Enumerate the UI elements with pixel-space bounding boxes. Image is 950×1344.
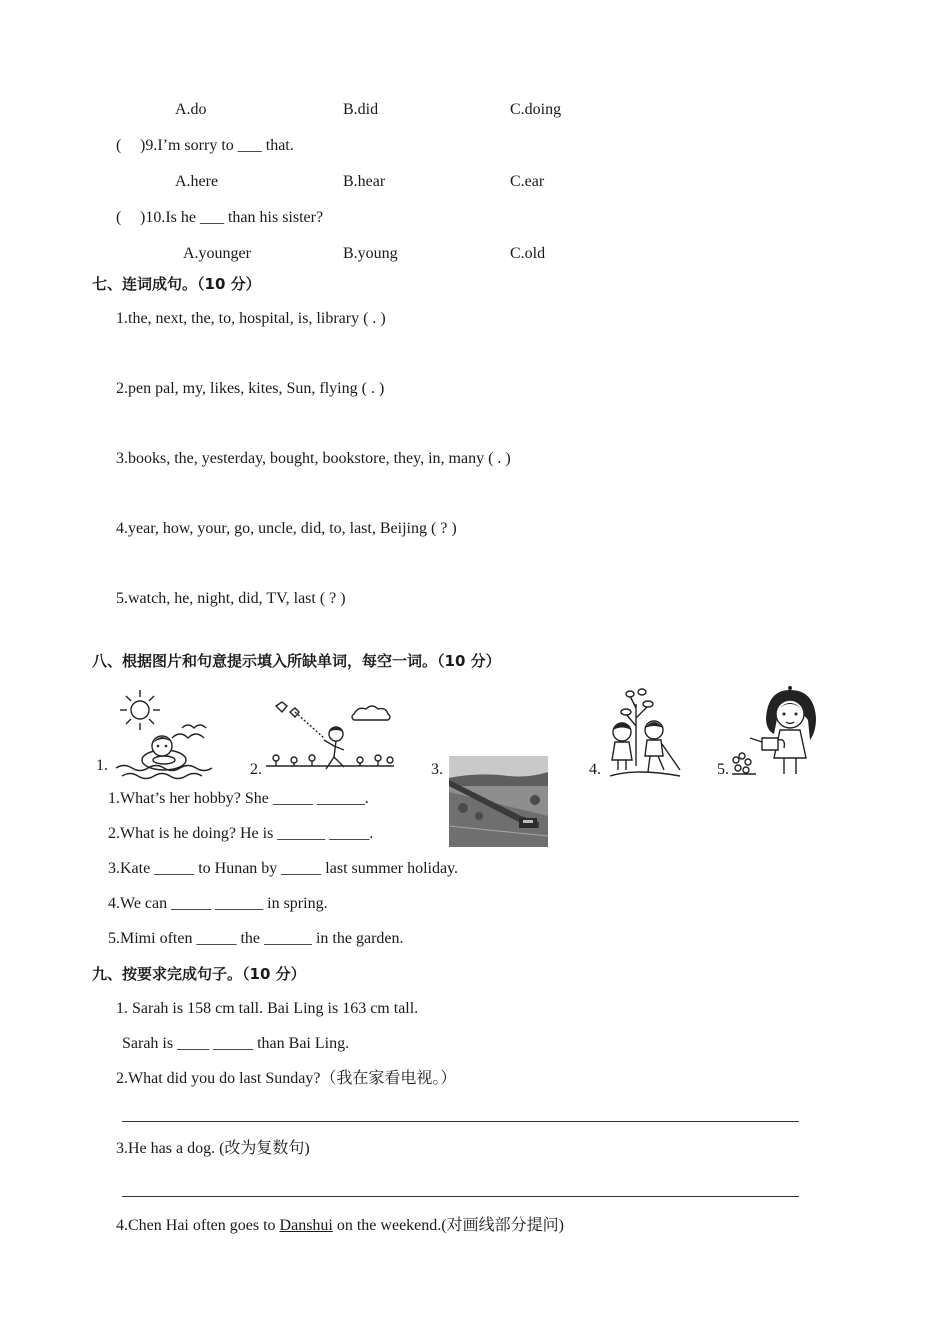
- section7-item-4: 4.year, how, your, go, uncle, did, to, last, Beijing ( ? ): [116, 520, 457, 537]
- kite-flying-boy-illustration: [262, 696, 398, 782]
- section9-q2: 2.What did you do last Sunday?（我在家看电视。）: [116, 1070, 457, 1087]
- q9-option-c: C.ear: [510, 173, 545, 190]
- section9-q4-before: 4.Chen Hai often goes to: [116, 1217, 280, 1234]
- section7-item-2: 2.pen pal, my, likes, kites, Sun, flying ( . ): [116, 380, 385, 397]
- section7-item-5: 5.watch, he, night, did, TV, last ( ? ): [116, 590, 346, 607]
- train-photo: [449, 756, 548, 847]
- q10-option-b: B.young: [343, 245, 398, 262]
- section9-q1-line1: 1. Sarah is 158 cm tall. Bai Ling is 163 cm tall.: [116, 1000, 419, 1017]
- q8-option-c: C.doing: [510, 101, 562, 118]
- section9-title: 九、按要求完成句子。（10 分）: [92, 965, 306, 983]
- section9-q4-underlined: Danshui: [279, 1217, 333, 1234]
- q9-stem: )9.I’m sorry to ___ that.: [140, 137, 294, 154]
- section9-q4-after: on the weekend.(对画线部分提问): [332, 1217, 564, 1234]
- section7-item-1: 1.the, next, the, to, hospital, is, library ( . ): [116, 310, 386, 327]
- picture-number-5: 5.: [717, 761, 729, 778]
- swimming-girl-illustration: [112, 688, 222, 780]
- picture-number-1: 1.: [96, 757, 108, 774]
- q10-option-a: A.younger: [183, 245, 251, 262]
- section9-q1-line2: Sarah is ____ _____ than Bai Ling.: [122, 1035, 350, 1052]
- section9-q4: [116, 1216, 564, 1236]
- q8-option-a: A.do: [175, 101, 207, 118]
- q8-option-b: B.did: [343, 101, 379, 118]
- picture-number-4: 4.: [589, 761, 601, 778]
- section9-q3: 3.He has a dog. (改为复数句): [116, 1140, 310, 1157]
- section8-item-4: 4.We can _____ ______ in spring.: [108, 895, 328, 912]
- answer-line-q3: [122, 1196, 799, 1197]
- section8-item-3: 3.Kate _____ to Hunan by _____ last summer holiday.: [108, 860, 459, 877]
- q10-stem: )10.Is he ___ than his sister?: [140, 209, 324, 226]
- q9-option-b: B.hear: [343, 173, 386, 190]
- section8-item-2: 2.What is he doing? He is ______ _____.: [108, 825, 374, 842]
- watering-flowers-illustration: [728, 684, 824, 780]
- section8-item-5: 5.Mimi often _____ the ______ in the garden.: [108, 930, 404, 947]
- q10-option-c: C.old: [510, 245, 546, 262]
- q9-paren: (: [116, 137, 122, 154]
- section8-title: 八、根据图片和句意提示填入所缺单词，每空一词。（10 分）: [92, 652, 501, 670]
- section8-item-1: 1.What’s her hobby? She _____ ______.: [108, 790, 369, 807]
- planting-trees-illustration: [600, 686, 690, 780]
- picture-number-3: 3.: [431, 761, 443, 778]
- section7-title: 七、连词成句。（10 分）: [92, 275, 261, 293]
- section7-item-3: 3.books, the, yesterday, bought, bookstore, they, in, many ( . ): [116, 450, 511, 467]
- picture-number-2: 2.: [250, 761, 262, 778]
- q9-option-a: A.here: [175, 173, 219, 190]
- q10-paren: (: [116, 209, 122, 226]
- answer-line-q2: [122, 1121, 799, 1122]
